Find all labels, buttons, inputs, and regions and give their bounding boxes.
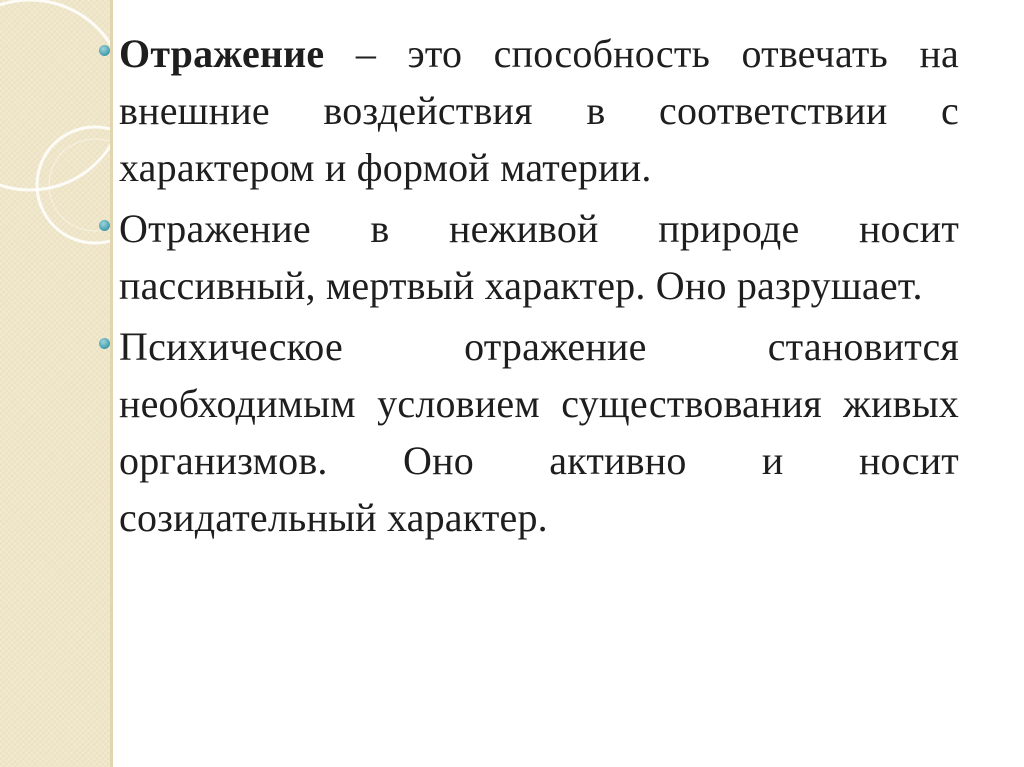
decorative-circles — [0, 0, 112, 767]
bullet-dot-icon — [99, 45, 110, 56]
bullet-text — [119, 318, 959, 546]
slide-content — [97, 25, 959, 550]
bullet-item — [97, 318, 959, 546]
bullet-item — [97, 25, 959, 196]
bullet-body: Психическое отражение становится необходимым условием существования живых организмов. Оно активно и носит созидательный характер. — [119, 324, 959, 540]
bullet-item — [97, 200, 959, 314]
bullet-text — [119, 200, 959, 314]
bullet-dot-icon — [99, 220, 110, 231]
bullet-body: – это способность отвечать на внешние воздействия в соответствии с характером и формой материи. — [119, 31, 959, 190]
bullet-text — [119, 25, 959, 196]
decorative-sidebar — [0, 0, 112, 767]
bullet-body: Отражение в неживой природе носит пассивный, мертвый характер. Оно разрушает. — [119, 206, 959, 308]
bullet-term: Отражение — [119, 31, 325, 76]
bullet-dot-icon — [99, 338, 110, 349]
